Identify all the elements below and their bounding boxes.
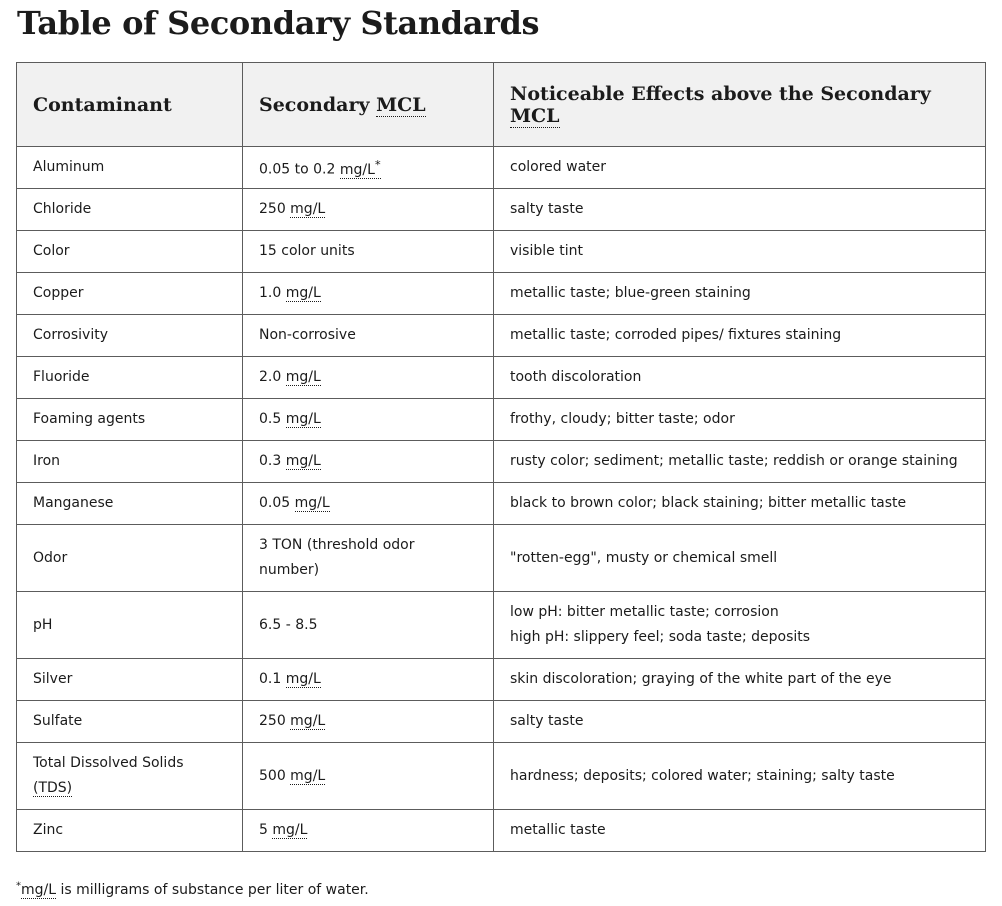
header-secondary-mcl: [243, 63, 494, 147]
effects-text: visible tint: [510, 243, 583, 259]
footnote-mark: *: [16, 880, 21, 892]
effects-text: "rotten-egg", musty or chemical smell: [510, 549, 778, 566]
mcl-value: 1.0: [259, 285, 286, 301]
mcl-cell: [243, 273, 494, 315]
mcl-value: 250: [259, 201, 291, 217]
mcl-cell: [243, 315, 494, 357]
contaminant-cell: [17, 147, 243, 189]
effects-cell: [494, 525, 986, 592]
mcl-unit-abbr[interactable]: [272, 822, 307, 839]
mcl-value: 0.05 to 0.2: [259, 161, 340, 178]
effects-cell: [494, 810, 986, 852]
contaminant-name: pH: [33, 616, 53, 633]
mcl-unit-abbr[interactable]: [286, 285, 321, 302]
contaminant-cell: [17, 315, 243, 357]
effects-cell: [494, 273, 986, 315]
contaminant-name: Foaming agents: [33, 411, 146, 427]
effects-text: metallic taste; corroded pipes/ fixtures staining: [510, 327, 842, 343]
header-effects-abbr[interactable]: MCL: [510, 104, 560, 127]
mcl-value: 500: [259, 767, 291, 784]
mcl-value: 0.5: [259, 411, 286, 427]
contaminant-cell: [17, 231, 243, 273]
contaminant-cell: [17, 273, 243, 315]
mcl-footnote-mark: *: [374, 157, 381, 172]
mcl-unit-abbr[interactable]: [295, 495, 330, 512]
mcl-cell: [243, 659, 494, 701]
table-row: [17, 399, 986, 441]
mcl-value: Non-corrosive: [259, 327, 356, 343]
contaminant-name: Iron: [33, 453, 61, 469]
mcl-unit-abbr[interactable]: [290, 201, 325, 218]
footnote-text: is milligrams of substance per liter of water.: [56, 882, 369, 898]
contaminant-name: Silver: [33, 671, 73, 687]
contaminant-cell: [17, 357, 243, 399]
contaminant-name: Fluoride: [33, 369, 90, 385]
contaminant-cell: [17, 743, 243, 810]
mcl-value: 3 TON (threshold odor number): [259, 537, 415, 578]
effects-text-2: high pH: slippery feel; soda taste; deposits: [510, 629, 811, 645]
mcl-value: 2.0: [259, 369, 286, 385]
mcl-unit-abbr[interactable]: [339, 157, 381, 179]
contaminant-name: Corrosivity: [33, 327, 108, 343]
contaminant-name: Sulfate: [33, 713, 83, 729]
mcl-unit-abbr[interactable]: [290, 713, 325, 730]
table-row: [17, 659, 986, 701]
contaminant-cell: [17, 701, 243, 743]
footnote: [16, 878, 369, 903]
mcl-value: 6.5 - 8.5: [259, 616, 318, 633]
contaminant-abbr[interactable]: (TDS): [33, 780, 73, 796]
header-effects-prefix: Noticeable Effects above the Secondary: [510, 82, 931, 105]
table-row: [17, 441, 986, 483]
effects-text: rusty color; sediment; metallic taste; reddish or orange staining: [510, 453, 958, 469]
effects-text: salty taste: [510, 713, 584, 729]
contaminant-name: Color: [33, 243, 70, 259]
mcl-unit: mg/L: [285, 369, 321, 385]
mcl-value: 0.3: [259, 453, 286, 469]
effects-cell: [494, 701, 986, 743]
contaminant-cell: [17, 810, 243, 852]
table-row: [17, 231, 986, 273]
effects-cell: [494, 189, 986, 231]
mcl-cell: [243, 701, 494, 743]
mcl-unit-abbr[interactable]: [286, 369, 321, 386]
effects-cell: [494, 659, 986, 701]
mcl-value: 0.05: [259, 495, 295, 511]
contaminant-name: Manganese: [33, 495, 114, 511]
mcl-unit: mg/L: [339, 161, 375, 178]
header-mcl-abbr[interactable]: MCL: [376, 93, 426, 116]
mcl-cell: [243, 357, 494, 399]
mcl-unit-abbr[interactable]: [286, 453, 321, 470]
effects-cell: [494, 315, 986, 357]
effects-cell: [494, 147, 986, 189]
contaminant-name: Zinc: [33, 822, 64, 838]
mcl-cell: [243, 592, 494, 659]
mcl-cell: [243, 147, 494, 189]
contaminant-name: Odor: [33, 549, 68, 566]
mcl-unit-abbr[interactable]: [286, 671, 321, 688]
contaminant-name: Copper: [33, 285, 84, 301]
mcl-cell: [243, 743, 494, 810]
effects-text: frothy, cloudy; bitter taste; odor: [510, 411, 735, 427]
mcl-cell: [243, 441, 494, 483]
mcl-unit-abbr[interactable]: [286, 411, 321, 428]
contaminant-cell: [17, 592, 243, 659]
effects-cell: [494, 441, 986, 483]
mcl-unit: mg/L: [285, 671, 321, 687]
header-noticeable-effects: [494, 63, 986, 147]
effects-text: tooth discoloration: [510, 369, 642, 385]
effects-text: metallic taste; blue-green staining: [510, 285, 751, 301]
mcl-cell: [243, 483, 494, 525]
secondary-standards-table: [16, 62, 986, 852]
table-row: [17, 701, 986, 743]
table-row: [17, 273, 986, 315]
effects-cell: [494, 483, 986, 525]
contaminant-name: Chloride: [33, 201, 92, 217]
contaminant-cell: [17, 399, 243, 441]
header-contaminant: Contaminant: [17, 63, 243, 147]
mcl-unit: mg/L: [272, 822, 308, 838]
effects-text: colored water: [510, 159, 607, 175]
mcl-cell: [243, 525, 494, 592]
mcl-unit: mg/L: [294, 495, 330, 511]
mcl-unit: mg/L: [285, 453, 321, 469]
table-header-row: [17, 63, 986, 147]
mcl-unit: mg/L: [285, 285, 321, 301]
mcl-unit: mg/L: [290, 201, 326, 217]
table-row: [17, 592, 986, 659]
effects-text: skin discoloration; graying of the white part of the eye: [510, 671, 892, 687]
mcl-unit: mg/L: [285, 411, 321, 427]
table-row: [17, 743, 986, 810]
mcl-value: 0.1: [259, 671, 286, 687]
contaminant-name: Total Dissolved Solids: [33, 755, 184, 771]
table-row: [17, 525, 986, 592]
mcl-unit-abbr[interactable]: [290, 768, 325, 785]
header-mcl-prefix: Secondary: [259, 93, 377, 116]
effects-text: low pH: bitter metallic taste; corrosion: [510, 604, 779, 620]
contaminant-name: Aluminum: [33, 159, 105, 175]
table-row: [17, 357, 986, 399]
mcl-unit: mg/L: [290, 713, 326, 729]
mcl-unit: mg/L: [290, 767, 326, 784]
effects-text: salty taste: [510, 201, 584, 217]
effects-cell: [494, 399, 986, 441]
contaminant-cell: [17, 483, 243, 525]
mcl-value: 250: [259, 713, 291, 729]
page-title: Table of Secondary Standards: [17, 4, 540, 42]
mcl-value: 5: [259, 822, 273, 838]
effects-text: hardness; deposits; colored water; staining; salty taste: [510, 767, 895, 784]
effects-cell: [494, 743, 986, 810]
mcl-cell: [243, 189, 494, 231]
contaminant-cell: [17, 659, 243, 701]
mcl-cell: [243, 399, 494, 441]
contaminant-cell: [17, 441, 243, 483]
table-row: [17, 315, 986, 357]
contaminant-cell: [17, 189, 243, 231]
effects-text: metallic taste: [510, 822, 606, 838]
effects-cell: [494, 357, 986, 399]
effects-cell: [494, 592, 986, 659]
mcl-value: 15 color units: [259, 243, 355, 259]
table-row: [17, 483, 986, 525]
table-row: [17, 810, 986, 852]
mcl-cell: [243, 810, 494, 852]
mcl-cell: [243, 231, 494, 273]
effects-text: black to brown color; black staining; bitter metallic taste: [510, 495, 907, 511]
contaminant-cell: [17, 525, 243, 592]
effects-cell: [494, 231, 986, 273]
table-row: [17, 189, 986, 231]
table-body: [17, 147, 986, 852]
footnote-abbr[interactable]: mg/L: [21, 882, 57, 898]
table-row: [17, 147, 986, 189]
